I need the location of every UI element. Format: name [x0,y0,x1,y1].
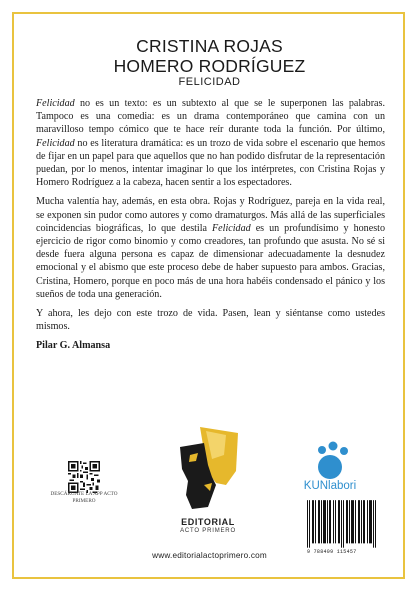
kunlabori-logo-icon [316,440,350,480]
book-title: FELICIDAD [178,76,241,88]
barcode-number: 9 788409 115457 [307,549,357,555]
italic-title: Felicidad [212,222,251,234]
qr-caption: DESCÁRGATE LA APP ACTO PRIMERO [50,491,118,504]
paragraph-2-text-b: es un profundísimo y honesto ejercicio de rigor como binomio y como creadores, tan profundo que asusta. No sé si desde fuera alguna persona es capaz de dimensionar adecuadamente la desnudez emocional y el abismo que este proceso debe de haber supuesto para ambos. Gracias, Cristina, Homero, porque en poco más de una hora habéis condensado el pánico y los sueños de toda una generación. [36,222,385,300]
editorial-subtitle: ACTO PRIMERO [180,528,236,534]
paragraph-2 [36,195,385,301]
editorial-logo-icon [176,425,238,510]
paragraph-1-text-b: no es literatura dramática: es un trozo de vida sobre el escenario que hemos de fijar en un papel para que aquellos que no han podido disfrutar de la representación puedan, por lo menos, intentar imaginar lo que los intérpretes, con Cristina Rojas y Homero Rodríguez a la cabeza, hacen sentir a los espectadores. [36,137,385,189]
publisher-url[interactable]: www.editorialactoprimero.com [152,551,267,560]
italic-title: Felicidad [36,137,75,149]
kunlabori-logo-text: KUNlabori [303,480,357,492]
paragraph-3: Y ahora, les dejo con este trozo de vida. Pasen, lean y siéntanse como ustedes mismos. [36,308,385,333]
author-name-1: CRISTINA ROJAS [136,36,283,56]
paragraph-2-text-a: Mucha valentía hay, además, en esta obra. Rojas y Rodríguez, pareja en la vida real, se exponen sin pudor como autores y como dramaturgos. Más allá de las superficiales coincidencias biográficas, lo que destila [36,196,385,234]
author-name-2: HOMERO RODRÍGUEZ [113,56,306,76]
italic-title: Felicidad [36,98,75,109]
editorial-name: EDITORIAL [181,517,235,527]
paragraph-1 [36,97,385,189]
qr-code-icon[interactable] [68,461,100,493]
paragraph-1-text-a: no es un texto: es un subtexto al que se le superponen las palabras. Tampoco es una comedia: es un drama contemporáneo que camina con un maravilloso tempo cómico que te hace reír durante toda la función. Por último, [36,98,385,136]
back-cover-text [36,97,385,359]
barcode-icon [305,498,380,552]
signature: Pilar G. Almansa [36,340,111,352]
